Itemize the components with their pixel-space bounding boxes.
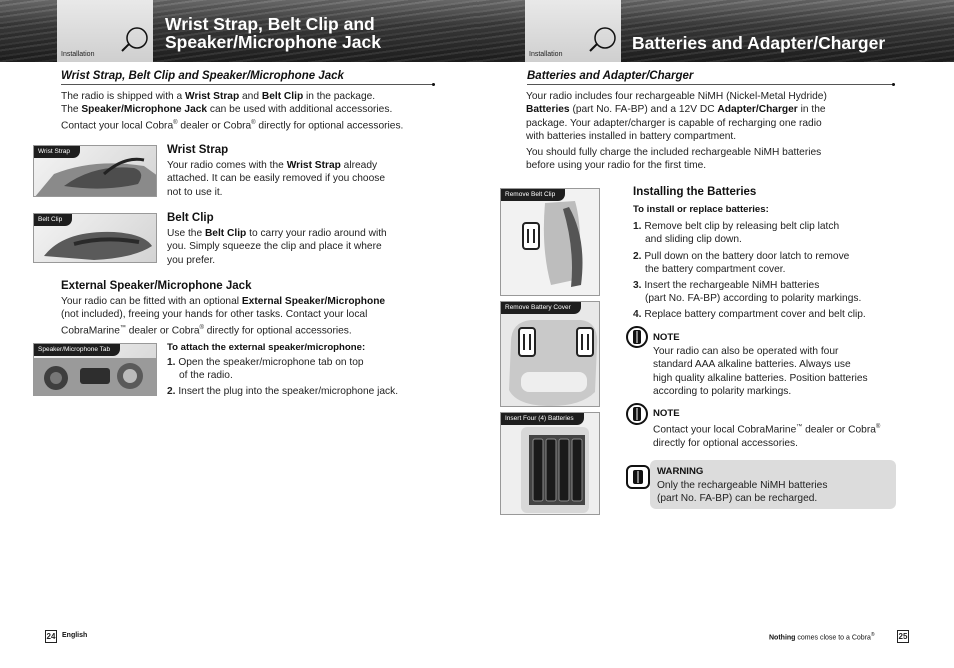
belt-clip-text: Use the Belt Clip to carry your radio around with you. Simply squeeze the clip and place it where you prefer. [167,228,387,266]
magnifier-icon [589,24,617,52]
installing-batteries-heading: Installing the Batteries [633,186,757,198]
speaker-tab-photo [33,343,157,396]
install-step-1: 1. Remove belt clip by releasing belt clip latch and sliding clip down. [633,221,840,246]
footer-tagline: Nothing comes close to a Cobra® [769,632,875,642]
install-step-2: 2. Pull down on the battery door latch to remove the battery compartment cover. [633,251,850,276]
note-1-text: Your radio can also be operated with four standard AAA alkaline batteries. Always use high quality alkaline batteries. Position batteries according to polarity markings. [653,346,868,397]
belt-clip-heading: Belt Clip [167,212,214,224]
wrist-strap-text: Your radio comes with the Wrist Strap already attached. It can be easily removed if you choose not to use it. [167,160,386,198]
install-step-3: 3. Insert the rechargeable NiMH batteries (part No. FA-BP) according to polarity markings. [633,280,862,305]
photo-caption: Remove Battery Cover [501,302,581,314]
photo-caption: Remove Belt Clip [501,189,565,201]
battery-intro-paragraph: Your radio includes four rechargeable NiMH (Nickel-Metal Hydride) Batteries (part No. FA-BP) and a 12V DC Adapter/Charger in the package. Your adapter/charger is capable of recharging one radio with batteries installed in battery compartment. You should fully charge the included rechargeable NiMH batteries before using your radio for the first time. [526,91,827,172]
ext-speaker-heading: External Speaker/Microphone Jack [61,280,252,292]
intro-paragraph: The radio is shipped with a Wrist Strap and Belt Clip in the package. The Speaker/Microphone Jack can be used with additional accessories. Contact your local Cobra® dealer or Cobra® directly for optional accessories. [61,91,404,131]
ext-speaker-text: Your radio can be fitted with an optional External Speaker/Microphone (not included), freeing your hands for other tasks. Contact your local CobraMarine™ dealer or Cobra® directly for optional accessories. [61,296,386,336]
warning-text: Only the rechargeable NiMH batteries (part No. FA-BP) can be recharged. [657,480,828,505]
warning-icon [626,465,650,489]
tab-label: Installation [529,51,563,58]
section-heading: Wrist Strap, Belt Clip and Speaker/Microphone Jack [61,70,435,85]
install-step-4: 4. Replace battery compartment cover and belt clip. [633,309,866,320]
note-label: NOTE [653,408,680,419]
page-title [165,15,381,51]
page-title-line1: Wrist Strap, Belt Clip and [165,14,375,34]
insert-batteries-photo [500,412,600,515]
photo-caption: Speaker/Microphone Tab [34,344,120,356]
wrist-strap-heading: Wrist Strap [167,144,229,156]
belt-clip-photo [33,213,157,263]
section-heading: Batteries and Adapter/Charger [527,70,895,85]
footer-language: English [62,632,88,639]
remove-battery-cover-photo [500,301,600,407]
page-title-line2: Speaker/Microphone Jack [165,32,381,52]
photo-caption: Belt Clip [34,214,72,226]
left-section-tab [57,0,153,62]
note-icon [626,403,648,425]
page-number-left: 24 [46,632,56,641]
note-label: NOTE [653,332,680,343]
magnifier-icon [121,24,149,52]
note-icon [626,326,648,348]
photo-caption: Insert Four (4) Batteries [501,413,584,425]
attach-step-1: 1. Open the speaker/microphone tab on top of the radio. [167,357,364,382]
right-header-banner [477,0,954,62]
left-header-banner [0,0,477,62]
page-title: Batteries and Adapter/Charger [632,33,886,53]
tab-label: Installation [61,51,95,58]
warning-label: WARNING [657,466,704,477]
photo-caption: Wrist Strap [34,146,80,158]
attach-instructions-heading: To attach the external speaker/microphone: [167,342,366,353]
wrist-strap-photo [33,145,157,197]
right-section-tab [525,0,621,62]
attach-step-2: 2. Insert the plug into the speaker/microphone jack. [167,386,399,397]
page-number-right: 25 [898,632,908,641]
remove-belt-clip-photo [500,188,600,296]
install-replace-subheading: To install or replace batteries: [633,204,769,215]
note-2-text: Contact your local CobraMarine™ dealer or Cobra® directly for optional accessories. [653,424,881,449]
